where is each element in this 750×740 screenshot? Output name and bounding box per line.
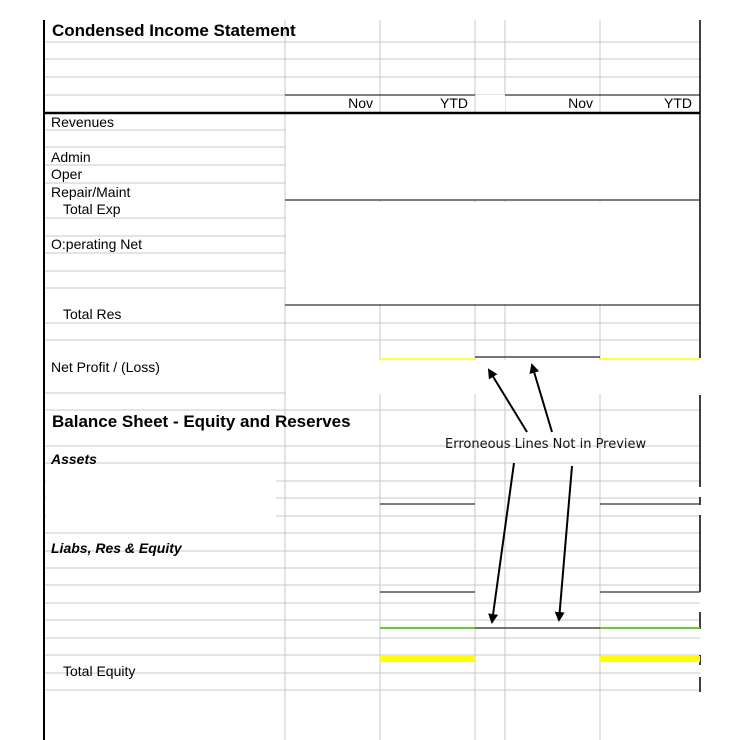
row-repair-maint: Repair/Maint xyxy=(51,184,131,200)
row-assets: Assets xyxy=(51,451,97,467)
income-statement-title: Condensed Income Statement xyxy=(52,21,296,40)
arrow-up-left xyxy=(489,370,527,432)
row-operating-net: O:perating Net xyxy=(51,236,143,252)
row-total-res: Total Res xyxy=(63,306,122,322)
header-nov-2: Nov xyxy=(568,95,593,111)
row-total-exp: Total Exp xyxy=(63,201,121,217)
row-liabs-res-equity: Liabs, Res & Equity xyxy=(51,540,182,556)
balance-sheet-title: Balance Sheet - Equity and Reserves xyxy=(52,412,351,431)
header-nov-1: Nov xyxy=(348,95,373,111)
arrow-down-right xyxy=(559,466,572,620)
arrow-down-left xyxy=(492,463,514,622)
row-admin: Admin xyxy=(51,149,91,165)
header-ytd-1: YTD xyxy=(440,95,468,111)
arrow-up-right xyxy=(532,365,552,432)
row-net-profit: Net Profit / (Loss) xyxy=(51,359,160,375)
row-total-equity: Total Equity xyxy=(63,663,136,679)
annotation-note: Erroneous Lines Not in Preview xyxy=(445,437,647,452)
row-oper: Oper xyxy=(51,166,83,182)
header-ytd-2: YTD xyxy=(664,95,692,111)
row-revenues: Revenues xyxy=(51,114,115,130)
